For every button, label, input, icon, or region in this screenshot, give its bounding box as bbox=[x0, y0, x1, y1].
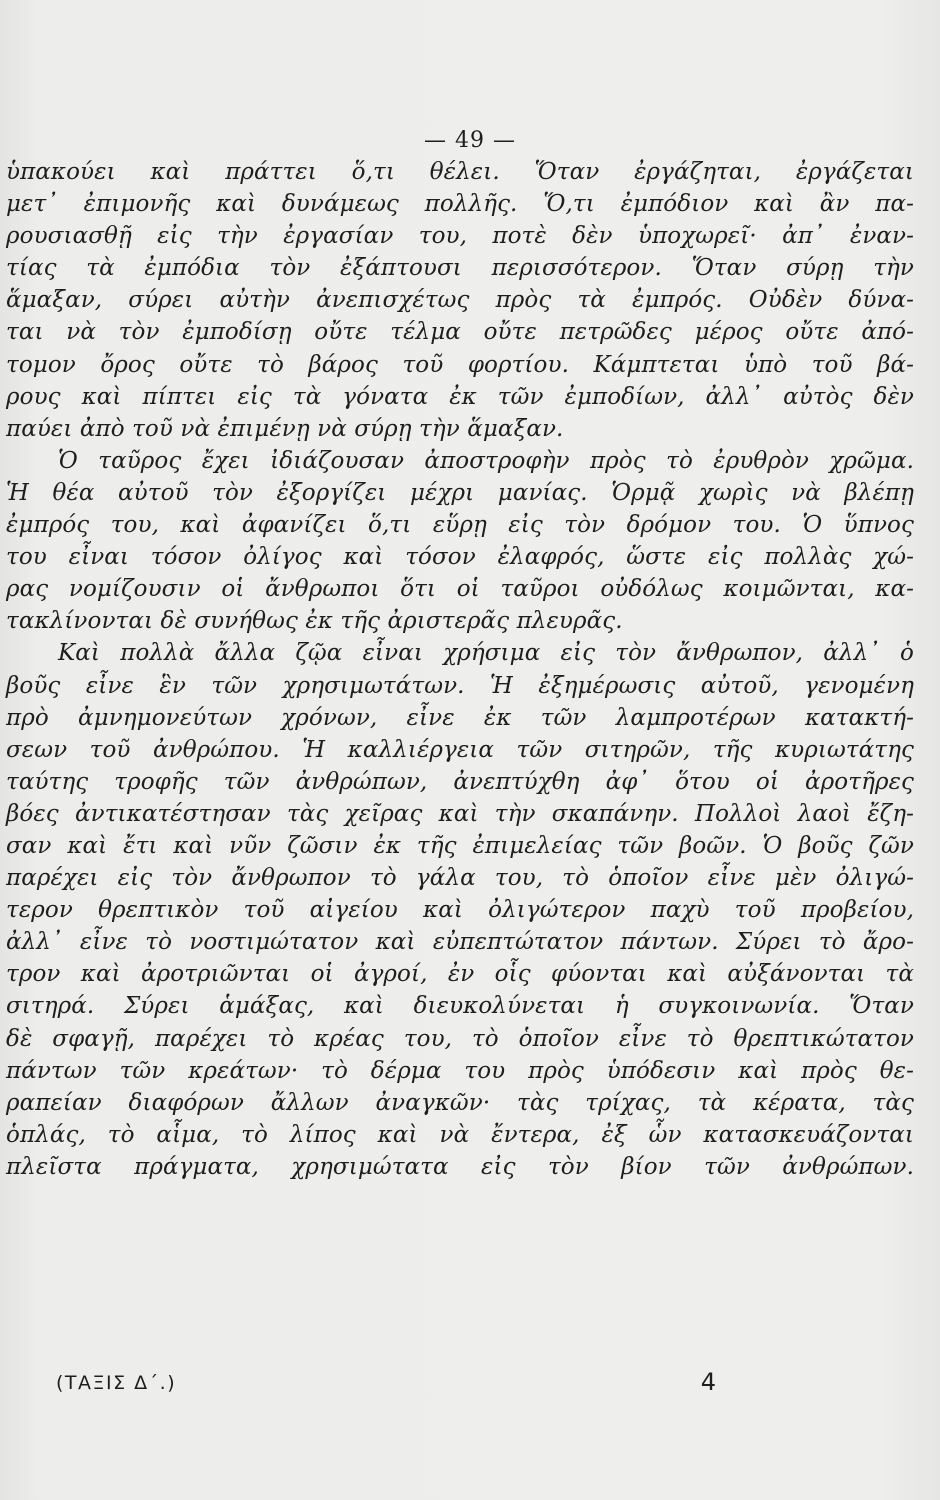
page-footer bbox=[56, 1368, 716, 1402]
sheet-number: 4 bbox=[700, 1368, 716, 1396]
text-line: μετ᾽ ἐπιμονῆς καὶ δυνάμεως πολλῆς. Ὅ,τι ἐμπόδιον καὶ ἂν πα- bbox=[6, 191, 914, 218]
text-line: Καὶ πολλὰ ἄλλα ζῷα εἶναι χρήσιμα εἰς τὸν ἄνθρωπον, ἀλλ᾽ ὁ bbox=[58, 640, 914, 667]
text-line: ὑπακούει καὶ πράττει ὅ,τι θέλει. Ὅταν ἐργάζηται, ἐργάζεται bbox=[6, 159, 914, 185]
text-line: βοῦς εἶνε ἓν τῶν χρησιμωτάτων. Ἡ ἐξημέρωσις αὐτοῦ, γενομένη bbox=[6, 672, 914, 699]
text-line: βόες ἀντικατέστησαν τὰς χεῖρας καὶ τὴν σκαπάνην. Πολλοὶ λαοὶ ἔζη- bbox=[6, 800, 914, 827]
text-line: παύει ἀπὸ τοῦ νὰ ἐπιμένῃ νὰ σύρῃ τὴν ἅμαξαν. bbox=[6, 415, 564, 442]
printer-signature: (ΤΑΞΙΣ Δ΄.) bbox=[56, 1372, 177, 1394]
text-line: σιτηρά. Σύρει ἁμάξας, καὶ διευκολύνεται ἡ συγκοινωνία. Ὅταν bbox=[6, 993, 914, 1020]
text-line: ρους καὶ πίπτει εἰς τὰ γόνατα ἐκ τῶν ἐμποδίων, ἀλλ᾽ αὐτὸς δὲν bbox=[6, 383, 914, 410]
text-line: δὲ σφαγῇ, παρέχει τὸ κρέας του, τὸ ὁποῖον εἶνε τὸ θρεπτικώτατον bbox=[6, 1025, 914, 1052]
text-line: ταύτης τροφῆς τῶν ἀνθρώπων, ἀνεπτύχθη ἀφ᾽ ὅτου οἱ ἀροτῆρες bbox=[6, 768, 914, 795]
text-line: ραπείαν διαφόρων ἄλλων ἀναγκῶν· τὰς τρίχας, τὰ κέρατα, τὰς bbox=[6, 1089, 914, 1116]
text-line: ρας νομίζουσιν οἱ ἄνθρωποι ὅτι οἱ ταῦροι οὐδόλως κοιμῶνται, κα- bbox=[6, 576, 914, 603]
body-text bbox=[6, 156, 914, 1183]
text-line: πάντων τῶν κρεάτων· τὸ δέρμα του πρὸς ὑπόδεσιν καὶ πρὸς θε- bbox=[6, 1057, 914, 1084]
text-line: τίας τὰ ἐμπόδια τὸν ἐξάπτουσι περισσότερον. Ὅταν σύρῃ τὴν bbox=[6, 255, 914, 282]
text-line: σεων τοῦ ἀνθρώπου. Ἡ καλλιέργεια τῶν σιτηρῶν, τῆς κυριωτάτης bbox=[6, 736, 914, 763]
text-line: τομον ὄρος οὔτε τὸ βάρος τοῦ φορτίου. Κάμπτεται ὑπὸ τοῦ βά- bbox=[6, 351, 914, 378]
text-line: του εἶναι τόσον ὀλίγος καὶ τόσον ἐλαφρός, ὥστε εἰς πολλὰς χώ- bbox=[6, 544, 914, 571]
text-line: ἀλλ᾽ εἶνε τὸ νοστιμώτατον καὶ εὐπεπτώτατον πάντων. Σύρει τὸ ἄρο- bbox=[6, 929, 914, 956]
text-line: ται νὰ τὸν ἐμποδίσῃ οὔτε τέλμα οὔτε πετρῶδες μέρος οὔτε ἀπό- bbox=[6, 319, 914, 346]
text-line: τερον θρεπτικὸν τοῦ αἰγείου καὶ ὀλιγώτερον παχὺ τοῦ προβείου, bbox=[6, 897, 914, 924]
text-line: σαν καὶ ἔτι καὶ νῦν ζῶσιν ἐκ τῆς ἐπιμελείας τῶν βοῶν. Ὁ βοῦς ζῶν bbox=[6, 832, 914, 859]
text-line: τρον καὶ ἀροτριῶνται οἱ ἀγροί, ἐν οἷς φύονται καὶ αὐξάνονται τὰ bbox=[6, 961, 914, 988]
text-line: Ἡ θέα αὐτοῦ τὸν ἐξοργίζει μέχρι μανίας. Ὁρμᾷ χωρὶς νὰ βλέπῃ bbox=[6, 479, 914, 506]
text-line: πρὸ ἀμνημονεύτων χρόνων, εἶνε ἐκ τῶν λαμπροτέρων κατακτή- bbox=[6, 704, 914, 731]
text-line: ρουσιασθῇ εἰς τὴν ἐργασίαν του, ποτὲ δὲν ὑποχωρεῖ· ἀπ᾽ ἐναν- bbox=[6, 223, 914, 250]
text-line: πλεῖστα πράγματα, χρησιμώτατα εἰς τὸν βίον τῶν ἀνθρώπων. bbox=[6, 1153, 914, 1180]
text-line: παρέχει εἰς τὸν ἄνθρωπον τὸ γάλα του, τὸ ὁποῖον εἶνε μὲν ὀλιγώ- bbox=[6, 865, 914, 892]
text-line: τακλίνονται δὲ συνήθως ἐκ τῆς ἀριστερᾶς πλευρᾶς. bbox=[6, 608, 623, 635]
text-line: ἅμαξαν, σύρει αὐτὴν ἀνεπισχέτως πρὸς τὰ ἐμπρός. Οὐδὲν δύνα- bbox=[6, 287, 914, 314]
text-line: ἐμπρός του, καὶ ἀφανίζει ὅ,τι εὕρῃ εἰς τὸν δρόμον του. Ὁ ὕπνος bbox=[6, 512, 914, 539]
text-line: ὁπλάς, τὸ αἷμα, τὸ λίπος καὶ νὰ ἔντερα, ἐξ ὧν κατασκευάζονται bbox=[6, 1121, 914, 1148]
page-number: — 49 — bbox=[424, 128, 516, 153]
text-line: Ὁ ταῦρος ἔχει ἰδιάζουσαν ἀποστροφὴν πρὸς τὸ ἐρυθρὸν χρῶμα. bbox=[58, 447, 914, 474]
